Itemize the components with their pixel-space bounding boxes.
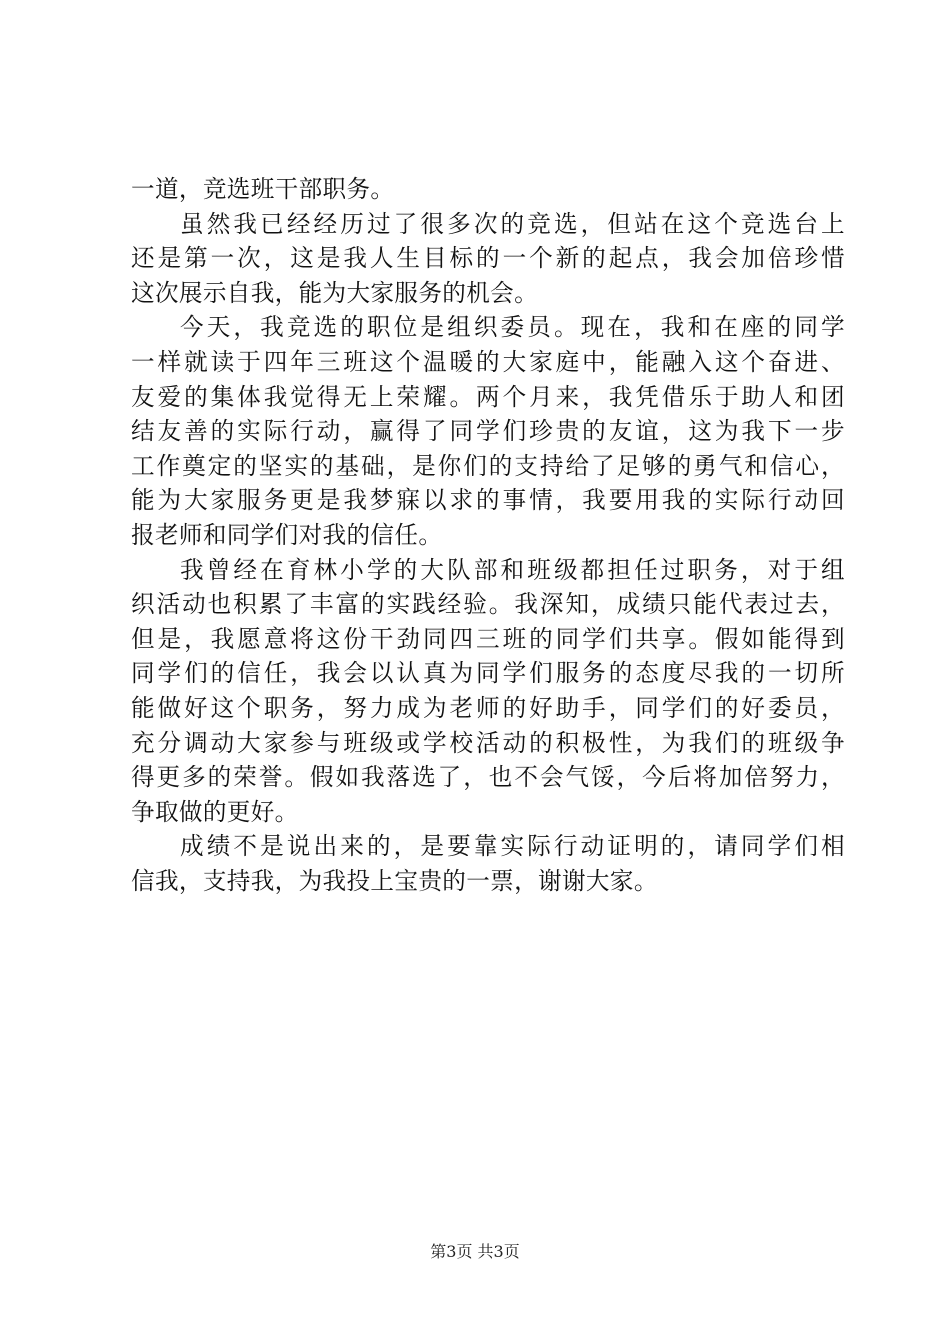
text-line: 信我，支持我，为我投上宝贵的一票，谢谢大家。 bbox=[131, 866, 658, 895]
text-line: 一道，竞选班干部职务。 bbox=[131, 175, 395, 203]
text-line: 报老师和同学们对我的信任。 bbox=[131, 520, 443, 549]
text-line: 我曾经在育林小学的大队部和班级都担任过职务，对于组 bbox=[180, 555, 845, 584]
text-line: 友爱的集体我觉得无上荣耀。两个月来，我凭借乐于助人和团 bbox=[131, 382, 845, 411]
text-line: 能做好这个职务，努力成为老师的好助手，同学们的好委员， bbox=[131, 693, 845, 722]
text-line: 织活动也积累了丰富的实践经验。我深知，成绩只能代表过去， bbox=[131, 590, 845, 619]
text-line: 虽然我已经经历过了很多次的竞选，但站在这个竞选台上 bbox=[180, 209, 845, 238]
text-line: 充分调动大家参与班级或学校活动的积极性，为我们的班级争 bbox=[131, 728, 845, 757]
text-line: 还是第一次，这是我人生目标的一个新的起点，我会加倍珍惜 bbox=[131, 244, 845, 273]
text-line: 但是，我愿意将这份干劲同四三班的同学们共享。假如能得到 bbox=[131, 624, 845, 653]
text-line: 成绩不是说出来的，是要靠实际行动证明的，请同学们相 bbox=[180, 832, 845, 861]
text-line: 同学们的信任，我会以认真为同学们服务的态度尽我的一切所 bbox=[131, 659, 845, 688]
text-line: 今天，我竞选的职位是组织委员。现在，我和在座的同学 bbox=[180, 313, 845, 342]
text-line: 争取做的更好。 bbox=[131, 797, 299, 826]
text-line: 工作奠定的坚实的基础，是你们的支持给了足够的勇气和信心， bbox=[131, 451, 845, 480]
document-body bbox=[131, 172, 845, 898]
text-line: 得更多的荣誉。假如我落选了，也不会气馁，今后将加倍努力， bbox=[131, 763, 845, 792]
text-line: 一样就读于四年三班这个温暖的大家庭中，能融入这个奋进、 bbox=[131, 347, 845, 376]
text-line: 结友善的实际行动，赢得了同学们珍贵的友谊，这为我下一步 bbox=[131, 417, 845, 446]
text-line: 这次展示自我，能为大家服务的机会。 bbox=[131, 278, 539, 307]
text-line: 能为大家服务更是我梦寐以求的事情，我要用我的实际行动回 bbox=[131, 486, 845, 515]
page-number-footer: 第3页 共3页 bbox=[430, 1242, 520, 1261]
